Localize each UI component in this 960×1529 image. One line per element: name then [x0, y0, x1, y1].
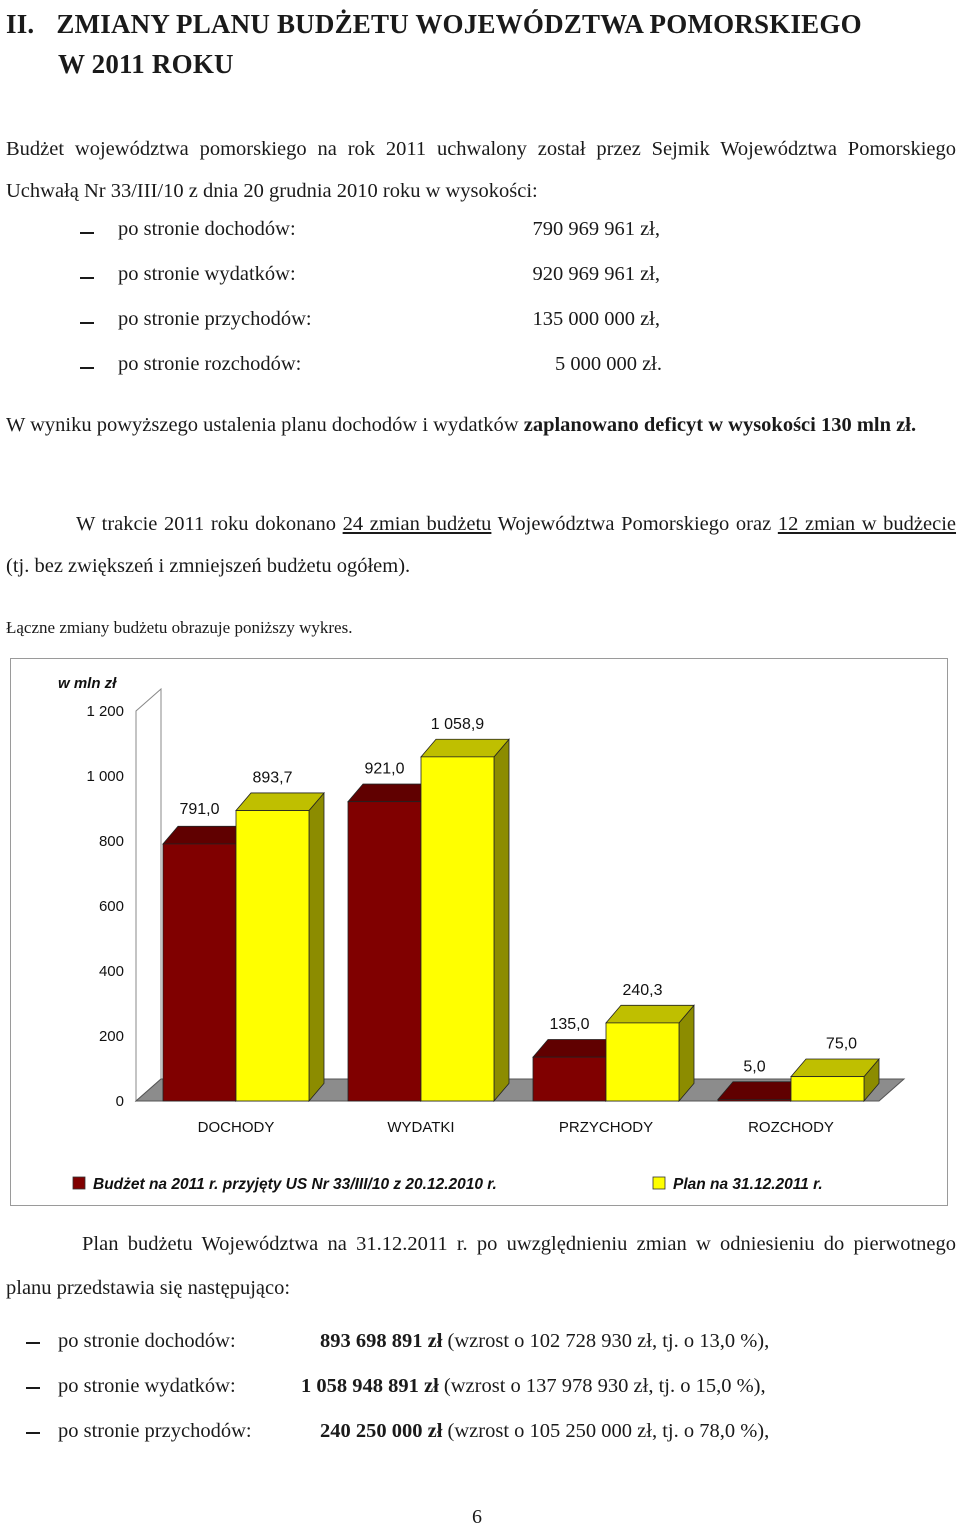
deficit-text: W wyniku powyższego ustalenia planu dochodów i wydatków [6, 414, 524, 436]
x-category-label: DOCHODY [197, 1119, 275, 1136]
plan-item-label: po stronie przychodów: [118, 308, 312, 330]
section-number: II. [6, 9, 35, 39]
bar-front [533, 1057, 606, 1101]
list-item [0, 302, 960, 347]
plan-item-label: po stronie rozchodów: [118, 353, 302, 375]
dash-bullet [26, 1432, 40, 1434]
section-title-line2: W 2011 ROKU [58, 49, 234, 79]
bar-top [606, 1005, 694, 1023]
section-title-line1: ZMIANY PLANU BUDŻETU WOJEWÓDZTWA POMORSKIEGO [56, 9, 862, 39]
bar-value-label: 135,0 [549, 1016, 590, 1034]
list-item [0, 212, 960, 257]
dash-bullet [26, 1387, 40, 1389]
y-axis-label: w mln zł [58, 675, 117, 692]
changes-part1: W trakcie 2011 roku dokonano [76, 513, 343, 535]
plan-item-value: 135 000 000 zł, [532, 308, 660, 330]
chart-caption: Łączne zmiany budżetu obrazuje poniższy wykres. [6, 618, 353, 637]
y-tick-label: 600 [98, 898, 124, 915]
dash-bullet [80, 322, 94, 324]
list-item [0, 347, 960, 392]
summary-item-detail: (wzrost o 102 728 930 zł, tj. o 13,0 %), [442, 1330, 770, 1352]
bar-value-label: 75,0 [825, 1035, 858, 1053]
summary-item-value [301, 1375, 766, 1398]
summary-intro-paragraph: Plan budżetu Województwa na 31.12.2011 r. po uwzględnieniu zmian w odniesieniu do pierwotnego planu przedstawia się następująco: [6, 1233, 956, 1299]
budget-chart [10, 658, 948, 1206]
changes-part2: Województwa Pomorskiego oraz [491, 513, 778, 535]
dash-bullet [80, 232, 94, 234]
bar-value-label: 5,0 [743, 1058, 766, 1076]
bar-front [421, 757, 494, 1101]
bar-value-label: 240,3 [622, 981, 663, 999]
bar-front [163, 844, 236, 1101]
summary-item-label: po stronie wydatków: [58, 1375, 236, 1397]
summary-item-detail: (wzrost o 137 978 930 zł, tj. o 15,0 %), [438, 1375, 766, 1397]
x-category-label: WYDATKI [387, 1119, 455, 1136]
dash-bullet [80, 277, 94, 279]
section-heading [6, 4, 956, 84]
legend-swatch [73, 1177, 85, 1189]
bar-front [791, 1077, 864, 1101]
intro-paragraph: Budżet województwa pomorskiego na rok 2011 uchwalony został przez Sejmik Województwa Pomorskiego Uchwałą Nr 33/III/10 z dnia 20 grudnia 2010 roku w wysokości: [6, 138, 956, 202]
changes-count-budget: 24 zmian budżetu [342, 513, 492, 535]
y-tick-label: 800 [98, 833, 124, 850]
list-item [0, 1367, 960, 1412]
y-tick-label: 200 [98, 1028, 124, 1045]
bar-front [236, 811, 309, 1101]
plan-item-label: po stronie dochodów: [118, 218, 296, 240]
bar-value-label: 1 058,9 [430, 715, 485, 733]
legend-label: Budżet na 2011 r. przyjęty US Nr 33/III/10 z 20.12.2010 r. [93, 1176, 497, 1193]
chart-svg [11, 659, 947, 1205]
y-tick-label: 0 [115, 1093, 124, 1110]
summary-item-amount: 1 058 948 891 zł [301, 1375, 439, 1397]
bar-front [606, 1023, 679, 1101]
plan-item-value: 920 969 961 zł, [532, 263, 660, 285]
dash-bullet [26, 1342, 40, 1344]
summary-item-label: po stronie przychodów: [58, 1420, 252, 1442]
summary-item-amount: 893 698 891 zł [320, 1330, 443, 1352]
y-tick-label: 400 [98, 963, 124, 980]
plan-item-label: po stronie wydatków: [118, 263, 296, 285]
legend-label: Plan na 31.12.2011 r. [673, 1176, 823, 1193]
changes-part3: (tj. bez zwiększeń i zmniejszeń budżetu ogółem). [6, 555, 411, 577]
y-tick-label: 1 000 [86, 768, 124, 785]
summary-item-amount: 240 250 000 zł [320, 1420, 443, 1442]
list-item [0, 1412, 960, 1457]
legend-swatch [653, 1177, 665, 1189]
list-item [0, 257, 960, 302]
changes-count-in-budget: 12 zmian w budżecie [777, 513, 957, 535]
dash-bullet [80, 367, 94, 369]
bar-value-label: 893,7 [252, 769, 293, 787]
summary-item-label: po stronie dochodów: [58, 1330, 236, 1352]
bar-top [236, 793, 324, 811]
bar-value-label: 921,0 [364, 760, 405, 778]
bar-value-label: 791,0 [179, 800, 220, 818]
bar-front [348, 802, 421, 1101]
deficit-paragraph [6, 404, 956, 446]
x-category-label: ROZCHODY [748, 1119, 834, 1136]
bar-side [309, 793, 324, 1101]
bar-top [421, 739, 509, 757]
list-item [0, 1322, 960, 1367]
plan-item-value: 5 000 000 zł. [554, 353, 662, 375]
summary-item-value [320, 1330, 769, 1353]
plan-item-value: 790 969 961 zł, [532, 218, 660, 240]
bar-front [718, 1099, 791, 1101]
bar-side [494, 739, 509, 1101]
deficit-bold: zaplanowano deficyt w wysokości 130 mln zł. [523, 414, 917, 436]
changes-paragraph [6, 503, 956, 587]
summary-item-detail: (wzrost o 105 250 000 zł, tj. o 78,0 %), [442, 1420, 770, 1442]
x-category-label: PRZYCHODY [558, 1119, 654, 1136]
chart-side-wall [136, 689, 161, 1101]
page-number: 6 [472, 1506, 482, 1528]
summary-item-value [320, 1420, 769, 1443]
bar-top [791, 1059, 879, 1077]
y-tick-label: 1 200 [86, 703, 124, 720]
